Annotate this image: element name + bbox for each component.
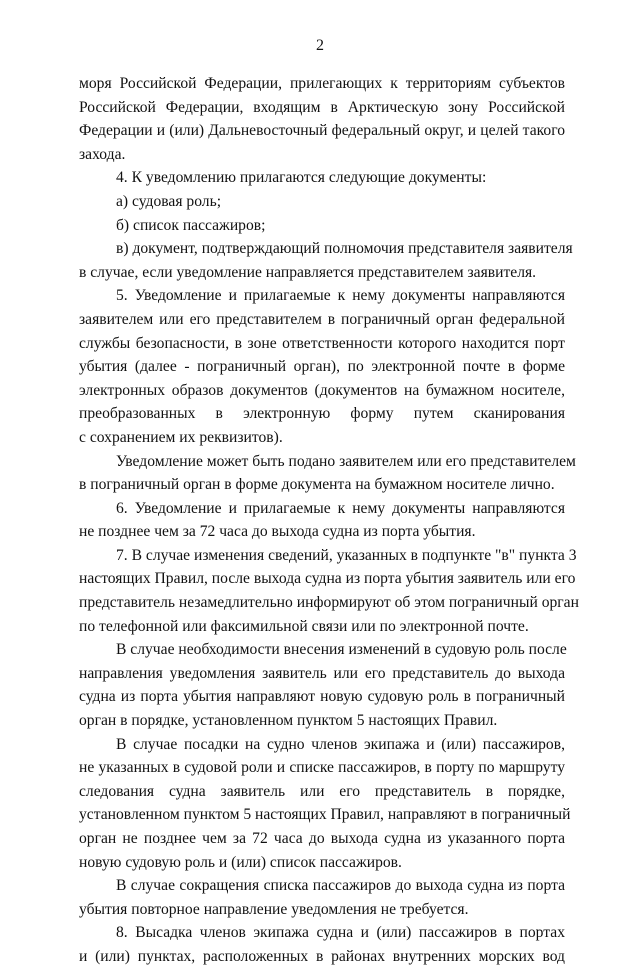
text-line: орган не позднее чем за 72 часа до выхода судна из указанного порта xyxy=(79,830,565,847)
page-number: 2 xyxy=(316,37,324,54)
text-line: заявителем или его представителем в пограничный орган федеральной xyxy=(79,310,565,328)
text-line: службы безопасности, в зоне ответственности которого находится порт xyxy=(79,334,565,352)
text-line: следования судна заявитель или его представитель в порядке, xyxy=(79,782,565,800)
text-line: с сохранением их реквизитов). xyxy=(79,428,283,446)
text-line: 5. Уведомление и прилагаемые к нему документы направляются xyxy=(116,287,565,305)
text-line: 6. Уведомление и прилагаемые к нему документы направляются xyxy=(116,499,565,517)
text-line: направления уведомления заявитель или его представитель до выхода xyxy=(79,664,565,682)
text-line: установленном пунктом 5 настоящих Правил, направляют в пограничный xyxy=(79,806,571,824)
text-line: судна из порта убытия направляют новую судовую роль в пограничный xyxy=(79,688,565,706)
text-line: преобразованных в электронную форму путем сканирования xyxy=(79,405,565,423)
text-line: по телефонной или факсимильной связи или по электронной почте. xyxy=(79,617,529,635)
text-line: 8. Высадка членов экипажа судна и (или) пассажиров в портах xyxy=(116,924,565,942)
text-line: не позднее чем за 72 часа до выхода судна из порта убытия. xyxy=(79,523,476,541)
text-line: не указанных в судовой роли и списке пассажиров, в порту по маршруту xyxy=(79,759,565,777)
text-line: Российской Федерации, входящим в Арктическую зону Российской xyxy=(79,98,565,116)
text-line: б) список пассажиров; xyxy=(116,216,266,234)
text-line: убытия (далее - пограничный орган), по электронной почте в форме xyxy=(79,358,565,376)
text-line: в случае, если уведомление направляется представителем заявителя. xyxy=(79,263,537,281)
text-line: В случае необходимости внесения изменений в судовую роль после xyxy=(116,641,567,659)
text-line: и (или) пунктах, расположенных в районах внутренних морских вод xyxy=(79,947,565,965)
text-line: Федерации и (или) Дальневосточный федеральный округ, и целей такого xyxy=(79,122,565,140)
text-line: электронных образов документов (документов на бумажном носителе, xyxy=(79,381,565,399)
text-line: представитель незамедлительно информируют об этом пограничный орган xyxy=(79,594,579,612)
text-line: а) судовая роль; xyxy=(116,192,222,210)
document-body xyxy=(79,72,579,969)
text-line: орган в порядке, установленном пунктом 5 настоящих Правил. xyxy=(79,712,498,730)
text-line: настоящих Правил, после выхода судна из порта убытия заявитель или его xyxy=(79,570,576,588)
text-line: захода. xyxy=(79,145,126,163)
text-line: моря Российской Федерации, прилегающих к территориям субъектов xyxy=(79,75,565,92)
text-line: новую судовую роль и (или) список пассажиров. xyxy=(79,853,402,871)
text-line: в) документ, подтверждающий полномочия представителя заявителя xyxy=(116,240,573,258)
text-line: 7. В случае изменения сведений, указанных в подпункте "в" пункта 3 xyxy=(116,546,577,564)
text-line: Уведомление может быть подано заявителем или его представителем xyxy=(116,452,576,470)
text-line: В случае посадки на судно членов экипажа и (или) пассажиров, xyxy=(116,735,565,753)
text-line: 4. К уведомлению прилагаются следующие документы: xyxy=(116,169,487,187)
text-line: убытия повторное направление уведомления не требуется. xyxy=(79,900,469,918)
text-line: в пограничный орган в форме документа на бумажном носителе лично. xyxy=(79,476,555,494)
text-line: В случае сокращения списка пассажиров до выхода судна из порта xyxy=(116,877,565,895)
